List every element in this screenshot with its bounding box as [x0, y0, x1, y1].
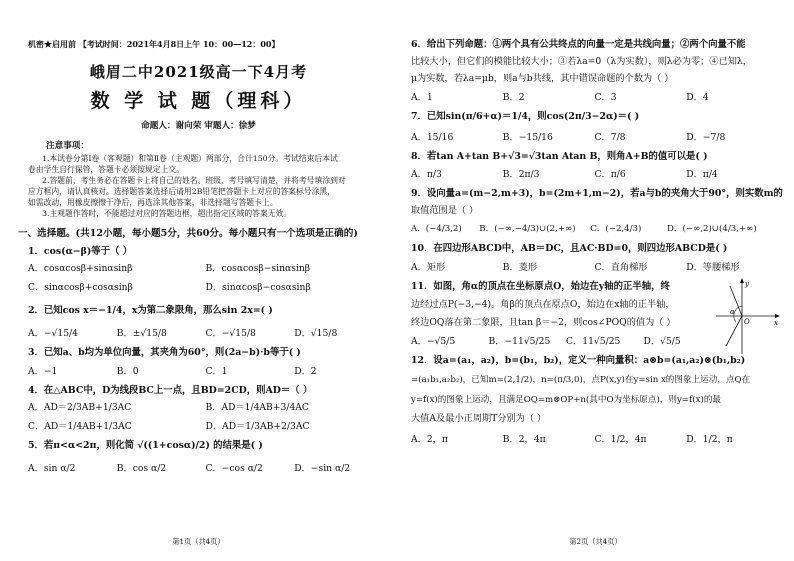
question-11: [411, 280, 778, 348]
y-label: y: [745, 280, 749, 288]
alpha-label: α: [730, 308, 735, 316]
question-stem: 8．若tan A+tan B+√3=√3tan Atan B，则角A+B的值可以是( ): [411, 151, 708, 162]
option-c: C．−cos α/2: [205, 463, 263, 474]
question-stem: 11．如图，角α的顶点在坐标原点O，始边在y轴的正半轴，终: [411, 281, 670, 292]
question-12: [411, 354, 778, 446]
option-c: C．直角梯形: [594, 262, 648, 273]
option-a: A．sin α/2: [28, 463, 76, 474]
terminal-side-alpha: [726, 316, 742, 346]
option-b: B．(−∞,−4/3)∪(2,+∞): [479, 224, 576, 234]
option-a: A．2，π: [411, 434, 448, 445]
option-b: B．AD＝1/4AB+3/4AC: [205, 402, 309, 413]
option-a: A．−1: [28, 366, 58, 377]
question-stem: 4．在△ABC中，D为线段BC上一点，且BD=2CD，则AD＝（ ）: [28, 385, 313, 396]
question-stem: 12．设a=(a₁，a₂)，b=(b₁，b₂)，定义一种向量积：a⊗b=(a₁,a₂)⊗(b₁,b₂): [411, 355, 746, 366]
option-a: A．矩形: [411, 262, 446, 273]
option-b: B．cosαcosβ−sinαsinβ: [205, 263, 311, 274]
question-stem: 2．已知cos x＝−1/4，x为第二象限角，那么sin 2x=( ): [28, 305, 273, 316]
exam-header: 机密★启用前 【考试时间：2021年4月8日上午 10：00—12：00】: [28, 39, 280, 49]
option-a: A．(−4/3,2): [411, 224, 462, 234]
question-7: [411, 110, 778, 144]
option-d: D．(−∞,2)∪(4/3,+∞): [667, 224, 757, 234]
authors: 命题人：谢向荣 审题人：徐梦: [141, 121, 256, 131]
question-5: [28, 439, 383, 475]
question-4: [28, 384, 383, 433]
question-stem: 9．设向量a=(m−2,m+3)，b=(2m+1,m−2)，若a与b的夹角大于90°，则实数m的: [411, 188, 783, 199]
school-title: 峨眉二中2021级高一下4月考: [89, 63, 308, 81]
question-line: 大值A及最小正周期T分别为（ ）: [411, 413, 547, 424]
option-c: C．1: [205, 366, 228, 377]
option-d: D．−sin α/2: [294, 463, 351, 474]
option-c: C．π/6: [594, 169, 626, 180]
question-line: 边经过点P(−3,−4)。角β的顶点在原点O，始边在x轴的正半轴，: [411, 299, 675, 310]
option-c: C．1/2，4π: [594, 434, 647, 445]
question-stem: 7．已知sin(π/6+α)＝1/4，则cos(2π/3−2α)＝( ): [411, 111, 640, 122]
question-line: μ为实数，若λa=μb，则a与b共线，其中错误命题的个数为（ ）: [411, 73, 674, 84]
option-c: C．sinαcosβ+cosαsinβ: [28, 282, 133, 293]
section-heading: 一、选择题。(共12小题，每小题5分，共60分。每小题只有一个选项是正确的): [18, 228, 358, 239]
option-d: D．2: [294, 366, 317, 377]
question-line: 比较大小，但它们的模能比较大小；③若λa=0（λ为实数），则λ必为零；④已知λ，: [411, 56, 752, 67]
option-b: B．−11√5/25: [488, 336, 551, 347]
note-line: 3.主观题作答时，不能超过对应的答题边框，超出指定区域的答案无效。: [42, 209, 292, 218]
coordinate-figure: [712, 276, 782, 356]
option-d: D．1/2，π: [686, 434, 733, 445]
option-d: D．等腰梯形: [686, 262, 740, 273]
question-line: 取值范围是（ ）: [411, 205, 479, 216]
option-b: B．±√15/8: [116, 328, 167, 339]
question-1: [28, 245, 383, 294]
page-footer-right: 第2页（共4页）: [569, 537, 622, 546]
right-page: [397, 0, 794, 561]
option-b: B．2: [502, 92, 525, 103]
question-line: y=f(x)的图象上运动，且满足OQ=m⊗OP+n(其中O为坐标原点)，则y=f(x)的最: [411, 395, 722, 405]
question-10: [411, 242, 778, 274]
question-line: =(a₁b₁,a₂b₂)，已知m=(2,1/2)，n=(π/3,0)，点P(x,y)在y=sin x的图象上运动，点Q在: [411, 375, 751, 385]
option-b: B．菱形: [502, 262, 538, 273]
option-c: C．(−2,4/3): [590, 224, 642, 234]
question-stem: 3．已知a、b均为单位向量，其夹角为60°，则(2a−b)·b等于( ): [28, 347, 301, 358]
question-2: [28, 304, 383, 340]
x-axis-arrow: [775, 314, 780, 318]
question-6: [411, 38, 778, 104]
option-a: A．1: [411, 92, 433, 103]
option-b: B．0: [116, 366, 139, 377]
note-line: 1.本试卷分第Ⅰ卷（客观题）和第Ⅱ卷（主观题）两部分，合计150分。考试结束后本试: [42, 154, 338, 163]
subject-title: 数 学 试 题（理科）: [90, 90, 307, 112]
option-c: C．3: [594, 92, 617, 103]
note-line: 应方框内，请认真核对。选择题答案选择后请用2B铅笔把答题卡上对应的答案标号涂黑，: [28, 187, 335, 196]
option-a: A．AD＝2/3AB+1/3AC: [28, 402, 132, 413]
origin-label: O: [744, 318, 750, 326]
question-9: [411, 187, 783, 236]
question-3: [28, 346, 383, 378]
option-d: D．√15/8: [294, 328, 338, 339]
option-d: D．AD＝1/3AB+2/3AC: [205, 421, 310, 432]
option-c: C．AD＝1/4AB+1/3AC: [28, 421, 132, 432]
question-8: [411, 150, 778, 181]
option-b: B．2，4π: [502, 434, 546, 445]
option-d: D．π/4: [686, 169, 718, 180]
option-a: A．−√5/5: [411, 336, 456, 347]
note-line: 2.答题前，考生务必在答题卡上将自己的姓名、班级、考号填写清楚，并将考号填涂到对: [42, 176, 346, 185]
question-line: 终边OQ落在第二象限，且tan β＝−2，则cos∠POQ的值为（ ）: [411, 317, 676, 328]
option-d: D．−7/8: [686, 132, 726, 143]
option-d: D．sinαcosβ−cosαsinβ: [205, 282, 311, 293]
option-b: B．2π/3: [502, 169, 540, 180]
notes-block: [28, 153, 383, 219]
page-footer-left: 第1页（共4页）: [172, 537, 225, 546]
option-b: B．−15/16: [502, 132, 553, 143]
question-stem: 1．cos(α−β)等于（ ）: [28, 246, 133, 257]
question-stem: 6．给出下列命题：①两个具有公共终点的向量一定是共线向量；②两个向量不能: [411, 39, 746, 50]
option-c: C．7/8: [594, 132, 626, 143]
option-a: A．15/16: [411, 132, 454, 143]
question-stem: 5．若π<α<2π，则化简 √((1+cosα)/2) 的结果是( ): [28, 440, 263, 451]
notes-title: 注意事项：: [46, 141, 89, 151]
option-d: D．4: [686, 92, 709, 103]
option-c: C．11√5/25: [566, 336, 621, 347]
note-line: 如需改动，用橡皮擦擦干净后，再选涂其他答案，非选择题写答题卡上。: [28, 198, 278, 207]
option-d: D．√5/5: [643, 336, 681, 347]
note-line: 卷由学生自行保管，答题卡必须按规定上交。: [28, 165, 184, 174]
option-a: A．cosαcosβ+sinαsinβ: [28, 263, 133, 274]
y-axis-arrow: [740, 278, 744, 283]
question-stem: 10．在四边形ABCD中，AB＝DC，且AC·BD=0，则四边形ABCD是( ): [411, 243, 728, 254]
option-a: A．−√15/4: [28, 328, 79, 339]
option-c: C．−√15/8: [205, 328, 256, 339]
option-b: B．cos α/2: [116, 463, 167, 474]
x-label: x: [774, 319, 778, 327]
option-a: A．π/3: [411, 169, 442, 180]
